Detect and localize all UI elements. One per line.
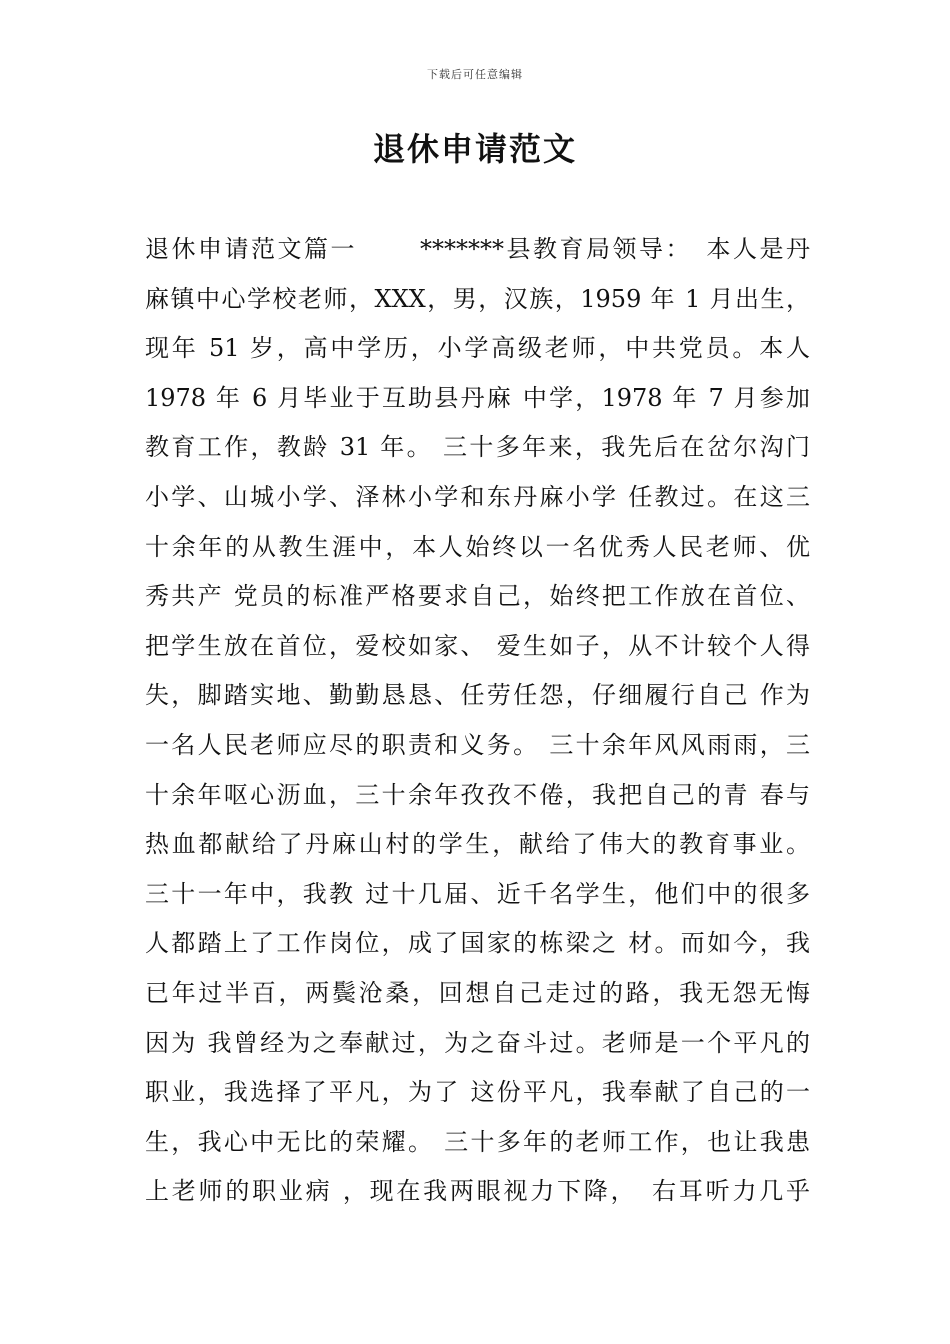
body-line: 三十一年中，我教 过十几届、近千名学生，他们中的很多 [145, 879, 810, 908]
body-line: 十余年呕心沥血，三十余年孜孜不倦，我把自己的青 春与 [145, 780, 810, 809]
body-line: 热血都献给了丹麻山村的学生，献给了伟大的教育事业。 [145, 830, 810, 859]
body-line: 现年 51 岁，高中学历，小学高级老师，中共党员。本人 [145, 334, 810, 363]
document-body [145, 225, 810, 1217]
body-line: 已年过半百，两鬓沧桑，回想自己走过的路，我无怨无悔 [145, 978, 810, 1007]
body-line: 1978 年 6 月毕业于互助县丹麻 中学，1978 年 7 月参加 [145, 383, 810, 412]
body-line: 小学、山城小学、泽林小学和东丹麻小学 任教过。在这三 [145, 482, 810, 511]
body-line: 退休申请范文篇一 *******县教育局领导： 本人是丹 [145, 235, 810, 263]
body-line: 生，我心中无比的荣耀。 三十多年的老师工作，也让我患 [145, 1127, 810, 1156]
header-note: 下载后可任意编辑 [427, 68, 523, 81]
body-line: 秀共产 党员的标准严格要求自己，始终把工作放在首位、 [145, 582, 810, 611]
body-line: 教育工作，教龄 31 年。 三十多年来，我先后在岔尔沟门 [145, 433, 810, 462]
body-line: 把学生放在首位，爱校如家、 爱生如子，从不计较个人得 [145, 631, 810, 660]
body-line: 麻镇中心学校老师，XXX，男，汉族，1959 年 1 月出生， [145, 284, 810, 313]
body-line: 人都踏上了工作岗位，成了国家的栋梁之 材。而如今，我 [145, 929, 810, 958]
body-line: 因为 我曾经为之奉献过，为之奋斗过。老师是一个平凡的 [145, 1028, 810, 1057]
body-line: 十余年的从教生涯中，本人始终以一名优秀人民老师、优 [145, 532, 810, 561]
body-line: 失，脚踏实地、勤勤恳恳、任劳任怨，仔细履行自己 作为 [145, 681, 810, 710]
body-line: 上老师的职业病 ，现在我两眼视力下降， 右耳听力几乎 [145, 1177, 810, 1206]
document-title: 退休申请范文 [372, 130, 577, 168]
body-line: 职业，我选择了平凡，为了 这份平凡，我奉献了自己的一 [145, 1078, 810, 1107]
body-line: 一名人民老师应尽的职责和义务。 三十余年风风雨雨，三 [145, 730, 810, 759]
